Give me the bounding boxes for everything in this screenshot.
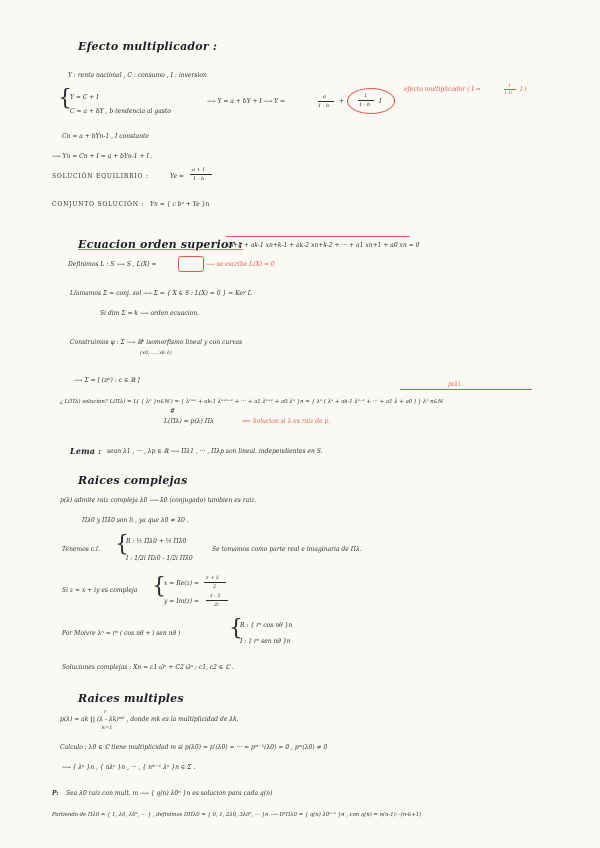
equilibrium-value: Ye =: [170, 173, 184, 180]
proof-statement: Sea λ0 raiz con mult. m ⟶ { q(n) λ0ⁿ }n es solucion para cada q(n): [66, 790, 273, 797]
higher-order-equation: xn+k + ak-1 xn+k-1 + ak-2 xn+k-2 + ··· + a1 xn+1 + a0 xn = 0: [226, 242, 420, 249]
factorization: p(λ) = ak ∏ (λ - λk)ᵐᵏ , donde mk es la multiplicidad de λk.: [60, 716, 239, 723]
imag-combination: I : 1/2i Πλ0 - 1/2i Πλ̄0: [126, 555, 193, 562]
p-lambda-label: p(λ): [448, 381, 461, 388]
product-sup: r: [104, 709, 107, 715]
root-condition: ⟹ Solucion si λ es raiz de p.: [242, 418, 331, 425]
equilibrium-label: SOLUCIÓN EQUILIBRIO :: [52, 173, 149, 180]
cl-brace: {: [115, 532, 129, 557]
im-den: 2i: [214, 602, 219, 608]
equation-overline: [226, 236, 410, 237]
basis-arrow: ⟶ Σ = [ (πⁿ) : c ∈ ℝ ]: [74, 377, 140, 384]
solution-set-label: CONJUNTO SOLUCIÓN :: [52, 201, 145, 208]
re-im-brace: {: [152, 574, 166, 599]
isomorphism: Construimos φ : Σ ⟶ ℝᵏ isomorfismo lineal y con curvas: [70, 339, 243, 346]
operator-note: ⟶ se escribe L(X) = 0: [206, 261, 275, 268]
operator-definition: Definimos L : S ⟶ S , L(X) =: [68, 261, 157, 268]
re-bar: [204, 582, 226, 583]
multiplier-highlight: [347, 88, 395, 114]
line-definitions: Y : renta nacional , C : consumo , I : inversion: [68, 72, 207, 79]
equilibrium-num: a + I: [192, 167, 205, 173]
note-frac-num: 1: [508, 83, 512, 89]
frac2-bar: [358, 100, 374, 101]
frac1-num: a: [323, 94, 326, 100]
equilibrium-bar: [190, 174, 212, 175]
re-num: z + z̄: [206, 575, 219, 581]
chain-plus: +: [339, 98, 345, 105]
system-eq1: Y = C + I: [70, 94, 99, 101]
operator-question: ¿ L(Πλ) solucion? L(Πλ) = L( { λⁿ }n∈ℕ ) = { λⁿ⁺ᵏ + ak-1 λⁿ⁺ᵏ⁻¹ + ··· + a1 λⁿ⁺¹ + a0 λⁿ }n = { λⁿ ( λᵏ + ak-1 λᵏ⁻¹ + ··· + a1 λ + a0 ) } λⁿ n∈ℕ: [60, 399, 443, 405]
characteristic-identity: L(Πλ) = p(λ) Πλ: [164, 418, 214, 425]
complex-root-line: p(λ) admite raiz compleja λ0 ⟶ λ̄0 (conjugado) tambien es raiz.: [60, 497, 257, 504]
real-combination: R : ½ Πλ0 + ½ Πλ̄0: [126, 538, 187, 545]
im-bar: [206, 600, 228, 601]
frac1-den: 1 - b: [318, 103, 330, 109]
moivre-brace: {: [229, 616, 243, 641]
tenemos-label: Tenemos c.l.: [62, 546, 100, 553]
section-title-multiples: Raices multiples: [78, 692, 184, 705]
solution-set-definition: Llamamos Σ = conj. sol ⟶ Σ = { X ∈ S : L(X) = 0 } = Ker L: [70, 290, 252, 297]
operator-box: [178, 256, 204, 272]
multiplicity-criterion: Calculo : λ0 ∈ ℂ tiene multiplicidad m si p(λ0) = p'(λ0) = ··· = pᵐ⁻¹(λ0) = 0 , pᵐ(λ0) ≠ 0: [60, 744, 328, 751]
system-eq2: C = a + bY , b tendencia al gasto: [70, 108, 171, 115]
income-recurrence: ⟶ Yn = Cn + I = a + bYn-1 + I .: [52, 153, 153, 160]
section-title-efecto: Efecto multiplicador :: [78, 40, 218, 53]
chain-derivation: ⟶ Y = a + bY + I ⟶ Y =: [207, 98, 286, 105]
section-title-orden-superior: Ecuacion orden superior :: [78, 238, 243, 251]
lema-label: Lema :: [70, 446, 102, 456]
moivre-imag: I : { rⁿ sen nθ }n: [240, 638, 291, 645]
im-formula: y = Im(z) =: [164, 598, 200, 605]
consumption-lag: Cn = a + bYn-1 , I constante: [62, 133, 149, 140]
note-frac-den: 1-b: [504, 90, 513, 96]
section-title-complejas: Raices complejas: [78, 474, 188, 487]
hash-mark: #: [170, 408, 176, 415]
complex-solutions: Soluciones complejas : Xn = c1 ω̄ⁿ + C2 ω̄ⁿ ; c1, c2 ∈ ℂ .: [62, 664, 234, 671]
complex-number-label: Si z = x + iy es compleja: [62, 587, 138, 594]
moivre-line: Por Moivre λⁿ = rⁿ ( cos nθ + i sen nθ ): [62, 630, 181, 637]
equilibrium-den: 1 - b: [193, 176, 205, 182]
moivre-real: R : { rⁿ cos nθ }n: [240, 622, 293, 629]
p-lambda-overline: [400, 389, 532, 390]
dimension-order: Si dim Σ = k ⟶ orden ecuacion.: [100, 310, 200, 317]
system-brace: {: [58, 86, 72, 111]
li-line: Πλ0 y Πλ̄0 son li , ya que λ0 ≠ λ̄0 .: [82, 517, 189, 524]
re-formula: x = Re(z) =: [164, 580, 200, 587]
lema-text: sean λ1 , ··· , λp ∈ ℝ ⟶ Πλ1 , ··· , Πλp son lineal. independientes en S.: [107, 448, 323, 455]
chain-I: I: [379, 98, 382, 105]
multiplier-note: efecto multiplicador ( I =: [404, 86, 481, 93]
frac2-den: 1 - b: [359, 102, 371, 108]
frac2-num: 1: [364, 93, 368, 99]
proof-derivation: Partiendo de Πλ0 = { 1, λ0, λ0², ··· } , definimos DΠλ0 = { 0, 1, 2λ0, 3λ0², ··· }n ⟶ DᵏΠλ0 = { q(n) λ0ⁿ⁻ᵏ }n , con q(n) = n(n-1)···(n-k+1): [52, 812, 422, 818]
frac1-bar: [318, 101, 334, 102]
parts-note: Se tomamos como parte real e imaginaria de Πλ.: [212, 546, 362, 553]
solution-set-value: Yn = { c bⁿ + Ye }n: [150, 201, 210, 208]
re-den: 2: [213, 584, 217, 590]
im-num: z - z̄: [210, 593, 221, 599]
multiple-root-solutions: ⟶ { λⁿ }n , { nλⁿ }n , ··· , { nᵐ⁻¹ λⁿ }n ∈ Σ .: [62, 764, 196, 771]
proof-label: P:: [52, 790, 59, 797]
product-sub: k=1: [102, 725, 113, 731]
note-end: I ): [520, 86, 527, 93]
isomorphism-sub: (x0, ..., xk-1): [140, 350, 172, 356]
